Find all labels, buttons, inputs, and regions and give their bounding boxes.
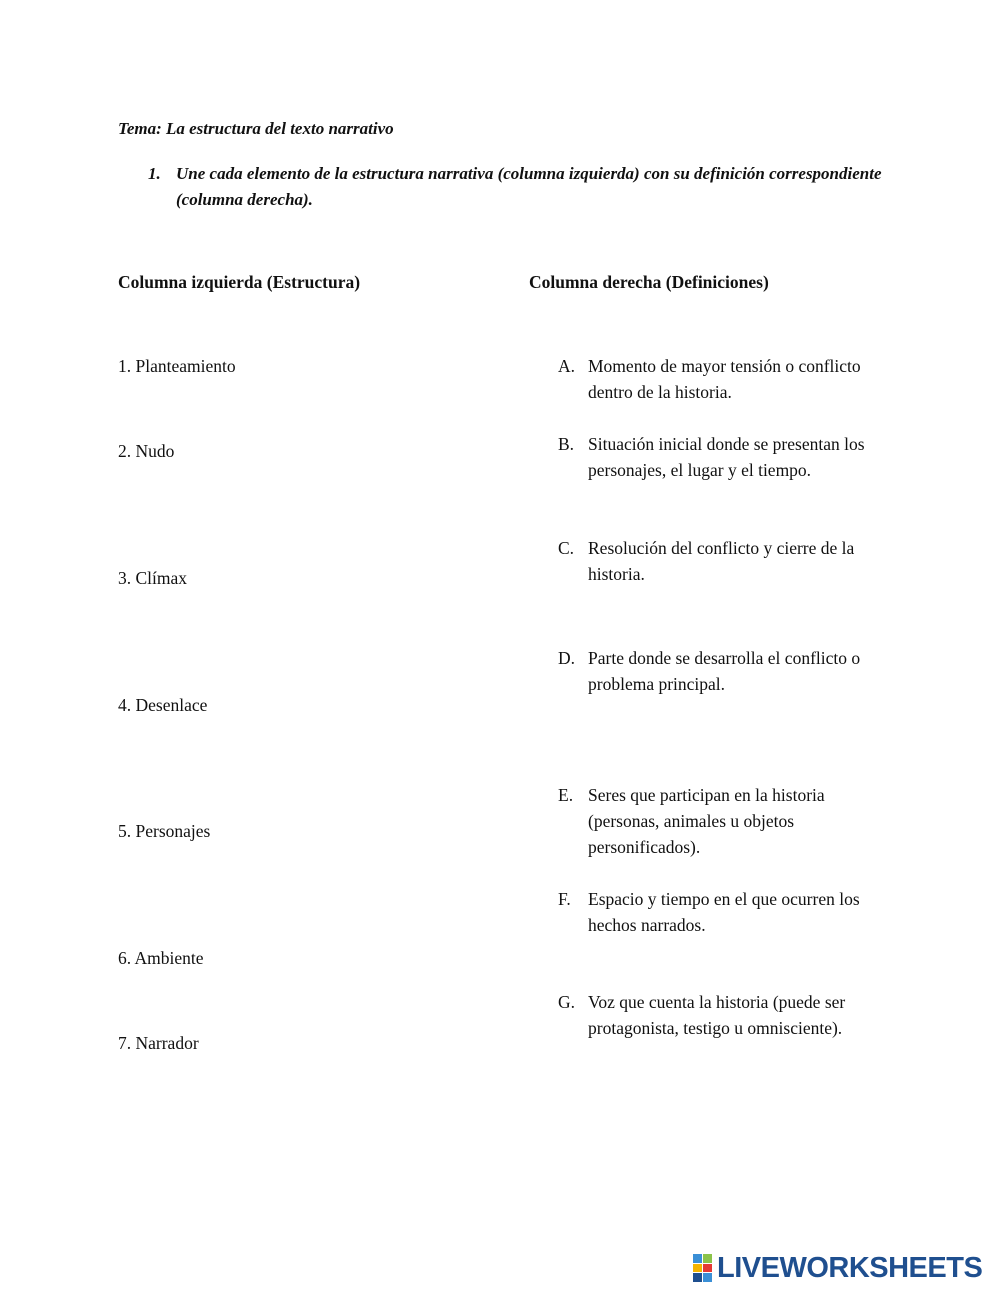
instruction-text: Une cada elemento de la estructura narrativa (columna izquierda) con su definición correspondiente (columna derecha). bbox=[176, 164, 882, 209]
definition-letter: A. bbox=[558, 356, 576, 376]
definition-text: Situación inicial donde se presentan los personajes, el lugar y el tiempo. bbox=[588, 434, 865, 480]
left-item-climax[interactable]: 3. Clímax bbox=[118, 568, 188, 588]
left-item-ambiente[interactable]: 6. Ambiente bbox=[118, 948, 204, 968]
definition-letter: E. bbox=[558, 785, 574, 805]
definition-letter: G. bbox=[558, 992, 576, 1012]
definition-letter: D. bbox=[558, 648, 576, 668]
definition-text: Seres que participan en la historia (personas, animales u objetos personificados). bbox=[588, 785, 825, 857]
definition-text: Resolución del conflicto y cierre de la historia. bbox=[588, 538, 855, 584]
definition-letter: C. bbox=[558, 538, 575, 558]
liveworksheets-logo-text: LIVEWORKSHEETS bbox=[717, 1252, 983, 1284]
right-column-heading: Columna derecha (Definiciones) bbox=[529, 272, 769, 292]
definition-text: Espacio y tiempo en el que ocurren los hechos narrados. bbox=[588, 889, 860, 935]
definition-text: Parte donde se desarrolla el conflicto o problema principal. bbox=[588, 648, 861, 694]
left-item-planteamiento[interactable]: 1. Planteamiento bbox=[118, 356, 236, 376]
left-column-heading: Columna izquierda (Estructura) bbox=[118, 272, 361, 292]
left-item-nudo[interactable]: 2. Nudo bbox=[118, 441, 175, 461]
left-item-personajes[interactable]: 5. Personajes bbox=[118, 821, 211, 841]
liveworksheets-logo-icon bbox=[693, 1254, 713, 1282]
worksheet-title: Tema: La estructura del texto narrativo bbox=[118, 119, 394, 138]
definition-text: Voz que cuenta la historia (puede ser protagonista, testigo u omnisciente). bbox=[588, 992, 846, 1038]
instruction-number: 1. bbox=[148, 164, 161, 183]
liveworksheets-logo bbox=[693, 1253, 982, 1283]
definition-letter: B. bbox=[558, 434, 575, 454]
definition-letter: F. bbox=[558, 889, 571, 909]
definition-text: Momento de mayor tensión o conflicto dentro de la historia. bbox=[588, 356, 861, 402]
left-item-desenlace[interactable]: 4. Desenlace bbox=[118, 695, 208, 715]
left-item-narrador[interactable]: 7. Narrador bbox=[118, 1033, 199, 1053]
